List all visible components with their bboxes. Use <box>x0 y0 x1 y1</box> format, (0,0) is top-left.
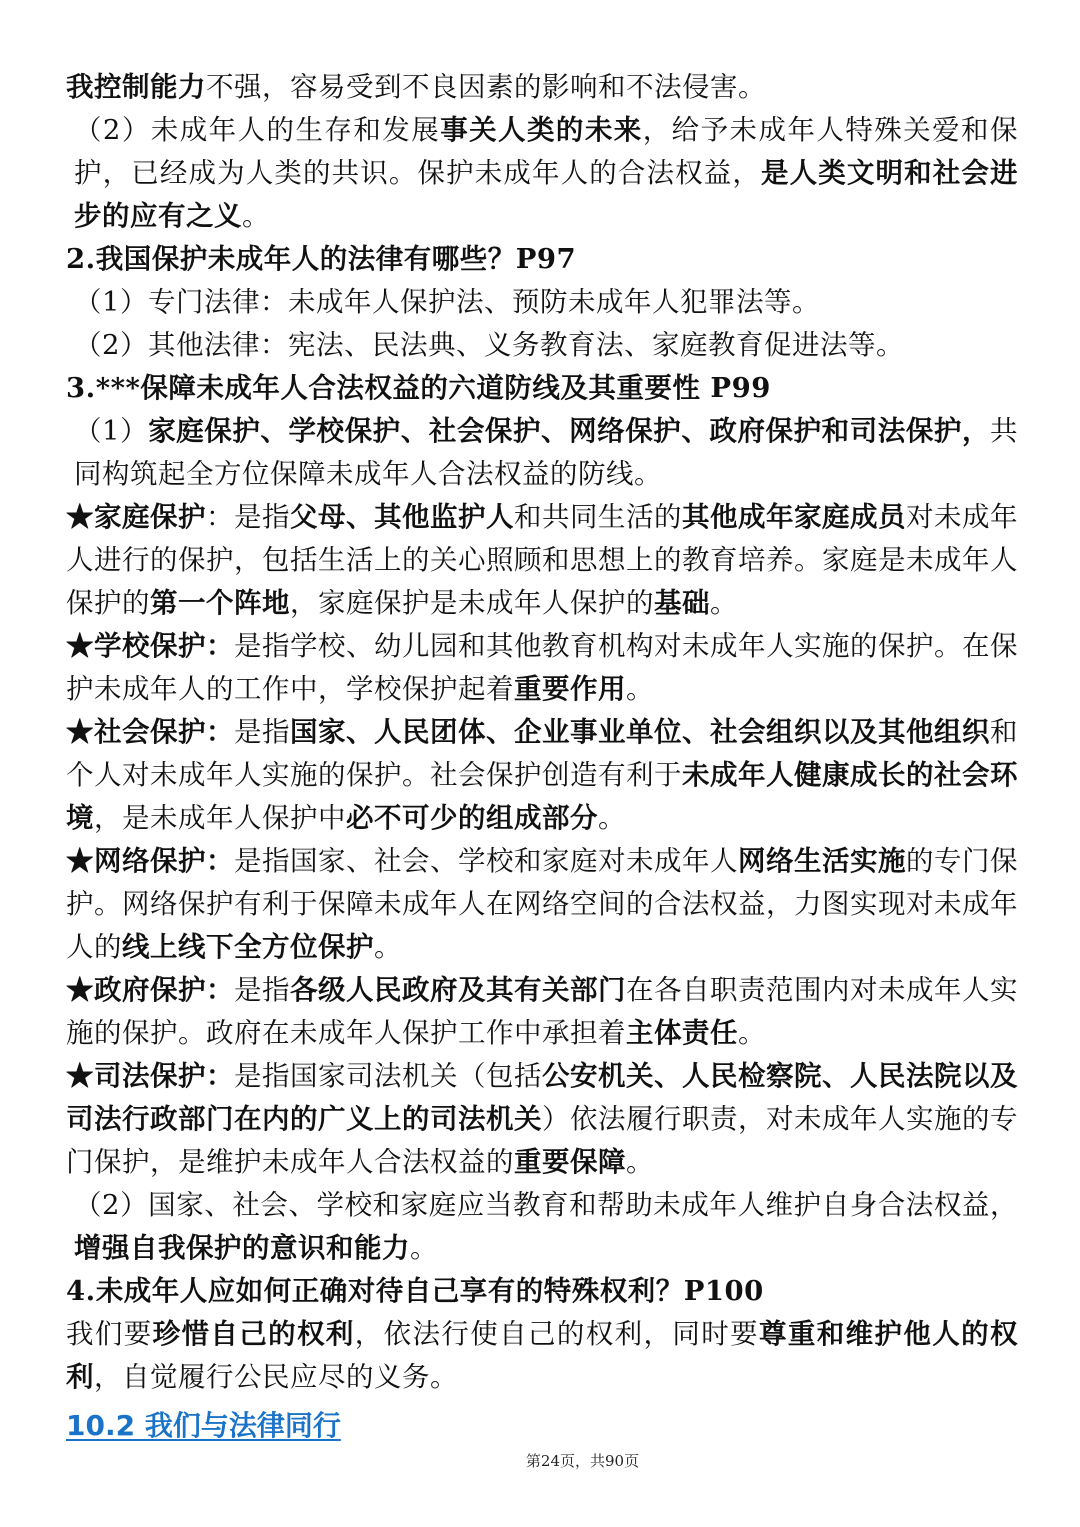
section-heading-link[interactable]: 10.2 我们与法律同行 <box>66 1409 341 1442</box>
question-4-heading: 4.未成年人应如何正确对待自己享有的特殊权利？P100 <box>66 1275 764 1307</box>
school-protection: ★学校保护：是指学校、幼儿园和其他教育机构对未成年人实施的保护。在保护未成年人的工作中，学校保护起着重要作用。 <box>66 630 1018 705</box>
intro-line: 我控制能力不强，容易受到不良因素的影响和不法侵害。 <box>66 71 766 103</box>
q2-item-1: （1）专门法律：未成年人保护法、预防未成年人犯罪法等。 <box>74 286 820 318</box>
q4-answer: 我们要珍惜自己的权利，依法行使自己的权利，同时要尊重和维护他人的权利，自觉履行公民应尽的义务。 <box>66 1318 1018 1393</box>
society-protection: ★社会保护：是指国家、人民团体、企业事业单位、社会组织以及其他组织和个人对未成年人实施的保护。社会保护创造有利于未成年人健康成长的社会环境，是未成年人保护中必不可少的组成部分。 <box>66 716 1018 834</box>
question-3-heading: 3.***保障未成年人合法权益的六道防线及其重要性 P99 <box>66 372 771 404</box>
question-2-heading: 2.我国保护未成年人的法律有哪些？P97 <box>66 243 577 275</box>
government-protection: ★政府保护：是指各级人民政府及其有关部门在各自职责范围内对未成年人实施的保护。政府在未成年人保护工作中承担着主体责任。 <box>66 974 1018 1049</box>
page-footer: 第24页，共90页 <box>525 1452 640 1470</box>
q2-item-2: （2）其他法律：宪法、民法典、义务教育法、家庭教育促进法等。 <box>74 329 904 361</box>
q3-item-1: （1）家庭保护、学校保护、社会保护、网络保护、政府保护和司法保护，共同构筑起全方位保障未成年人合法权益的防线。 <box>74 415 1019 490</box>
intro-paragraph-2: （2）未成年人的生存和发展事关人类的未来，给予未成年人特殊关爱和保护，已经成为人类的共识。保护未成年人的合法权益，是人类文明和社会进步的应有之义。 <box>74 114 1018 232</box>
document-body <box>66 66 1018 1449</box>
network-protection: ★网络保护：是指国家、社会、学校和家庭对未成年人网络生活实施的专门保护。网络保护有利于保障未成年人在网络空间的合法权益，力图实现对未成年人的线上线下全方位保护。 <box>66 845 1018 963</box>
q3-item-2: （2）国家、社会、学校和家庭应当教育和帮助未成年人维护自身合法权益，增强自我保护的意识和能力。 <box>74 1189 1018 1264</box>
family-protection: ★家庭保护：是指父母、其他监护人和共同生活的其他成年家庭成员对未成年人进行的保护，包括生活上的关心照顾和思想上的教育培养。家庭是未成年人保护的第一个阵地，家庭保护是未成年人保护的基础。 <box>66 501 1018 619</box>
judicial-protection: ★司法保护：是指国家司法机关（包括公安机关、人民检察院、人民法院以及司法行政部门在内的广义上的司法机关）依法履行职责，对未成年人实施的专门保护，是维护未成年人合法权益的重要保障。 <box>66 1060 1018 1178</box>
